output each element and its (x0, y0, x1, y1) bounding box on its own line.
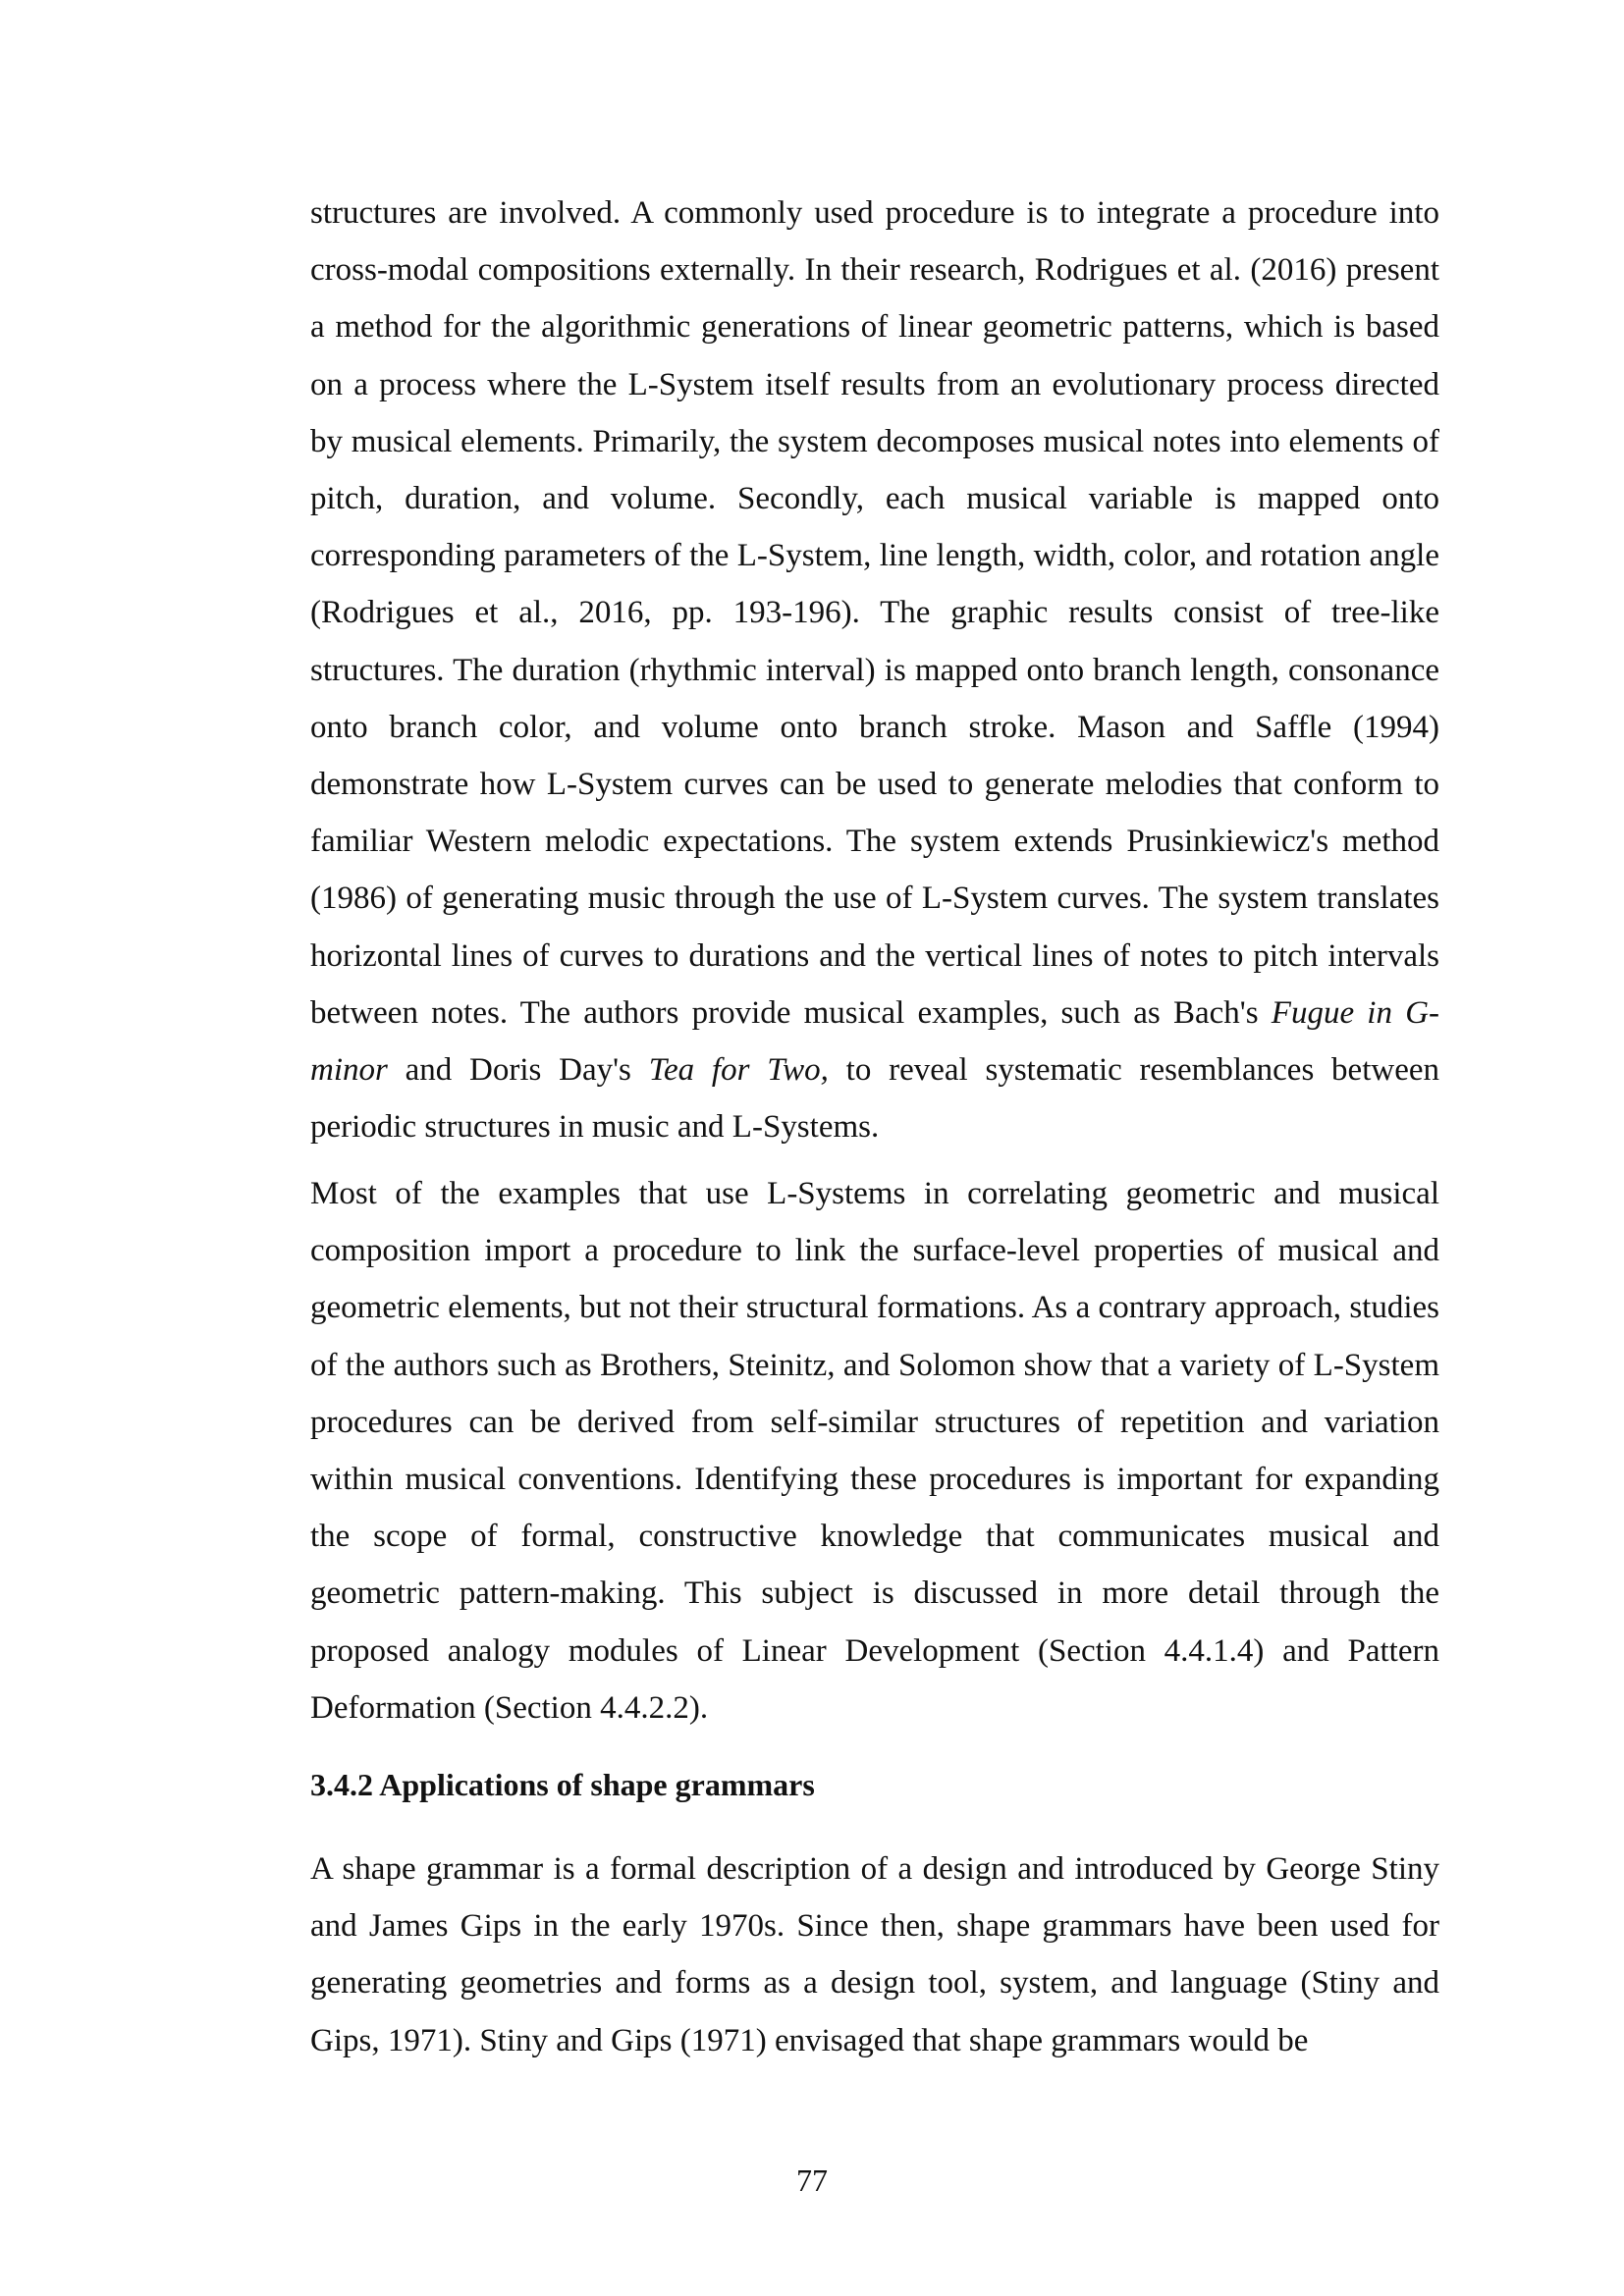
italic-title-tea-for-two: Tea for Two, (648, 1052, 829, 1089)
section-heading: 3.4.2 Applications of shape grammars (310, 1767, 815, 1802)
italic-title-fugue: Fugue in G-minor (310, 994, 1440, 1089)
paragraph-text: structures are involved. A commonly used procedure is to integrate a procedure into cross-modal compositions externally. In their research, Rodrigues et al. (2016) present a method for the algorithmic generations of linear geometric patterns, which is based on a process where the L-System itself results from an evolutionary process directed by musical elements. Primarily, the system decomposes musical notes into elements of pitch, duration, and volume. Secondly, each musical variable is mapped onto corresponding parameters of the L-System, line length, width, color, and rotation angle (Rodrigues et al., 2016, pp. 193-196). The graphic results consist of tree-like structures. The duration (rhythmic interval) is mapped onto branch length, consonance onto branch color, and volume onto branch stroke. Mason and Saffle (1994) demonstrate how L-System curves can be used to generate melodies that conform to familiar Western melodic expectations. The system extends Prusinkiewicz's method (1986) of generating music through the use of L-System curves. The system translates horizontal lines of curves to durations and the vertical lines of notes to pitch intervals between notes. The authors provide musical examples, such as Bach's (310, 195, 1439, 1031)
paragraph-l-system-cross-modal (310, 185, 1439, 1155)
paragraph-shape-grammar: A shape grammar is a formal description of a design and introduced by George Stiny and James Gips in the early 1970s. Since then, shape grammars have been used for generating geometries and forms as a design tool, system, and language (Stiny and Gips, 1971). Stiny and Gips (1971) envisaged that shape grammars would be (310, 1851, 1439, 2058)
paragraph-text: and Doris Day's (387, 1052, 649, 1089)
paragraph-l-system-structural: Most of the examples that use L-Systems in correlating geometric and musical composition import a procedure to link the surface-level properties of musical and geometric elements, but not their structural formations. As a contrary approach, studies of the authors such as Brothers, Steinitz, and Solomon show that a variety of L-System procedures can be derived from self-similar structures of repetition and variation within musical conventions. Identifying these procedures is important for expanding the scope of formal, constructive knowledge that communicates musical and geometric pattern-making. This subject is discussed in more detail through the proposed analogy modules of Linear Development (Section 4.4.1.4) and Pattern Deformation (Section 4.4.2.2). (310, 1176, 1439, 1726)
page-number: 77 (796, 2163, 828, 2198)
paragraph-text: to reveal systematic resemblances between periodic structures in music and L-Systems. (310, 1052, 1440, 1146)
